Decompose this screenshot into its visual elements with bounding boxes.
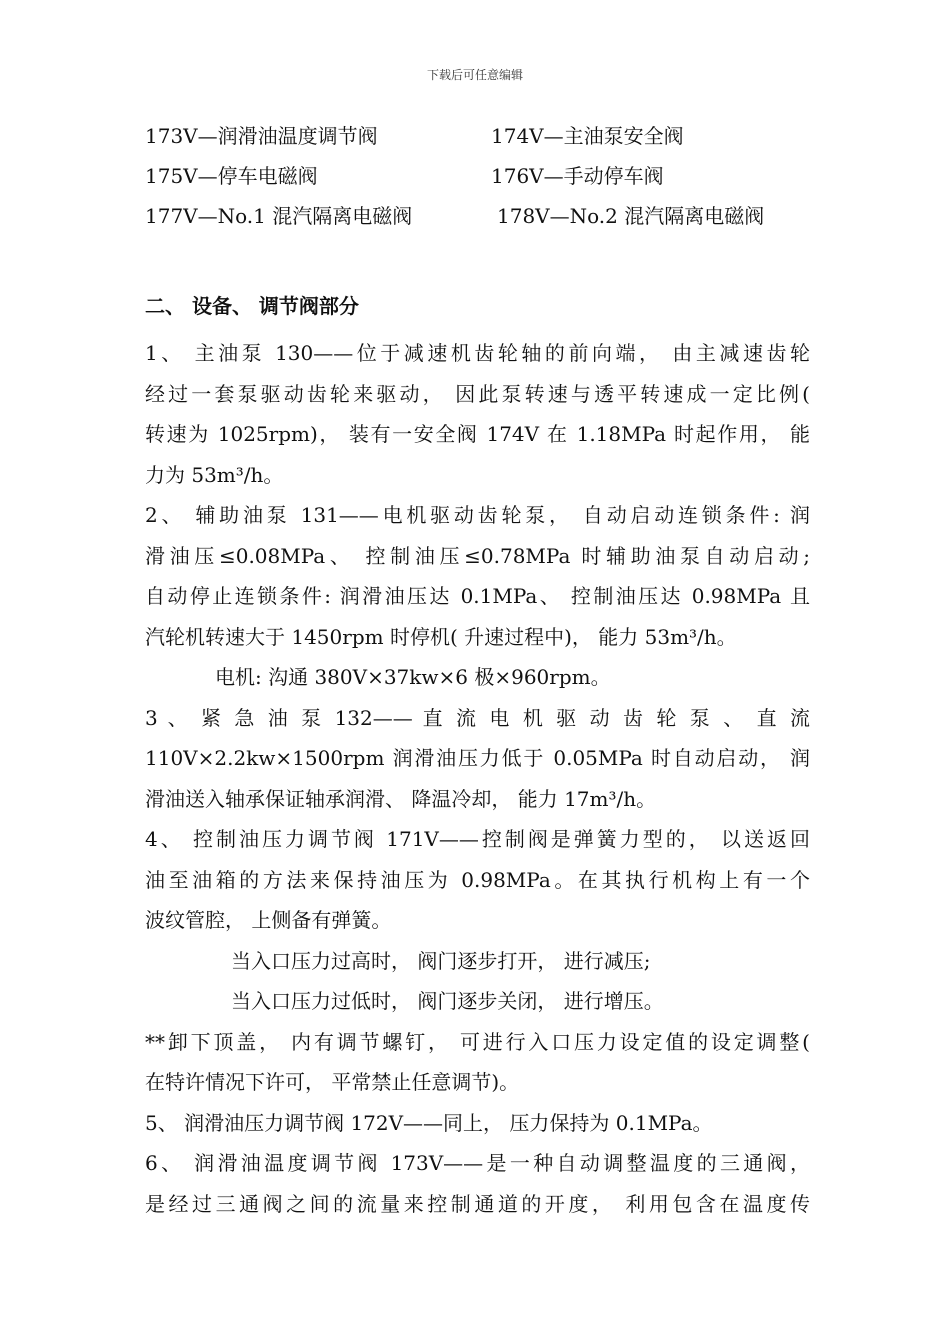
valve-list xyxy=(145,122,825,242)
valve-177v: 177V—No.1 混汽隔离电磁阀 xyxy=(145,204,413,228)
section-title: 二、 设备、 调节阀部分 xyxy=(145,294,359,318)
valve-178v: 178V—No.2 混汽隔离电磁阀 xyxy=(497,204,765,228)
paragraph-line: 油至油箱的方法来保持油压为 0.98MPa。在其执行机构上有一个 xyxy=(145,867,810,892)
valve-row xyxy=(145,122,825,162)
paragraph-line: 波纹管腔， 上侧备有弹簧。 xyxy=(145,908,392,932)
note-line: **卸下顶盖， 内有调节螺钉， 可进行入口压力设定值的设定调整( xyxy=(145,1029,810,1054)
paragraph-line: 经过一套泵驱动齿轮来驱动， 因此泵转速与透平转速成一定比例( xyxy=(145,381,810,406)
paragraph-line: 4、 控制油压力调节阀 171V——控制阀是弹簧力型的， 以送返回 xyxy=(145,827,810,851)
note-line: 在特许情况下许可， 平常禁止任意调节)。 xyxy=(145,1070,520,1094)
valve-176v: 176V—手动停车阀 xyxy=(491,164,664,188)
paragraph-line: 是经过三通阀之间的流量来控制通道的开度， 利用包含在温度传 xyxy=(145,1191,810,1216)
page-header: 下载后可任意编辑 xyxy=(426,68,523,82)
motor-spec-line: 电机: 沟通 380V×37kw×6 极×960rpm。 xyxy=(215,665,611,689)
valve-row xyxy=(145,202,825,242)
document-body xyxy=(145,333,810,1224)
paragraph-line: 力为 53m³/h。 xyxy=(145,462,284,487)
valve-175v: 175V—停车电磁阀 xyxy=(145,164,318,188)
paragraph-line: 110V×2.2kw×1500rpm 润滑油压力低于 0.05MPa 时自动启动， 润 xyxy=(145,746,810,770)
valve-row xyxy=(145,162,825,202)
paragraph-line: 6、 润滑油温度调节阀 173V——是一种自动调整温度的三通阀， xyxy=(145,1151,810,1175)
paragraph-line: 滑油送入轴承保证轴承润滑、 降温冷却， 能力 17m³/h。 xyxy=(145,786,657,811)
paragraph-line: 3 、 紧 急 油 泵 132—— 直 流 电 机 驱 动 齿 轮 泵 、 直 流 xyxy=(145,705,810,730)
paragraph-line: 2、 辅助油泵 131——电机驱动齿轮泵， 自动启动连锁条件: 润 xyxy=(145,503,810,527)
valve-173v: 173V—润滑油温度调节阀 xyxy=(145,124,378,148)
valve-174v: 174V—主油泵安全阀 xyxy=(491,124,684,148)
paragraph-line: 滑油压≤0.08MPa、 控制油压≤0.78MPa 时辅助油泵自动启动; xyxy=(145,543,810,568)
paragraph-line: 5、 润滑油压力调节阀 172V——同上， 压力保持为 0.1MPa。 xyxy=(145,1110,713,1135)
paragraph-line: 转速为 1025rpm)， 装有一安全阀 174V 在 1.18MPa 时起作用， 能 xyxy=(145,422,810,446)
indented-line: 当入口压力过低时， 阀门逐步关闭， 进行增压。 xyxy=(231,989,664,1013)
indented-line: 当入口压力过高时， 阀门逐步打开， 进行减压; xyxy=(231,948,651,973)
paragraph-line: 1、 主油泵 130——位于减速机齿轮轴的前向端， 由主减速齿轮 xyxy=(145,341,810,365)
paragraph-line: 汽轮机转速大于 1450rpm 时停机( 升速过程中)， 能力 53m³/h。 xyxy=(145,624,737,649)
paragraph-line: 自动停止连锁条件: 润滑油压达 0.1MPa、 控制油压达 0.98MPa 且 xyxy=(145,584,810,608)
